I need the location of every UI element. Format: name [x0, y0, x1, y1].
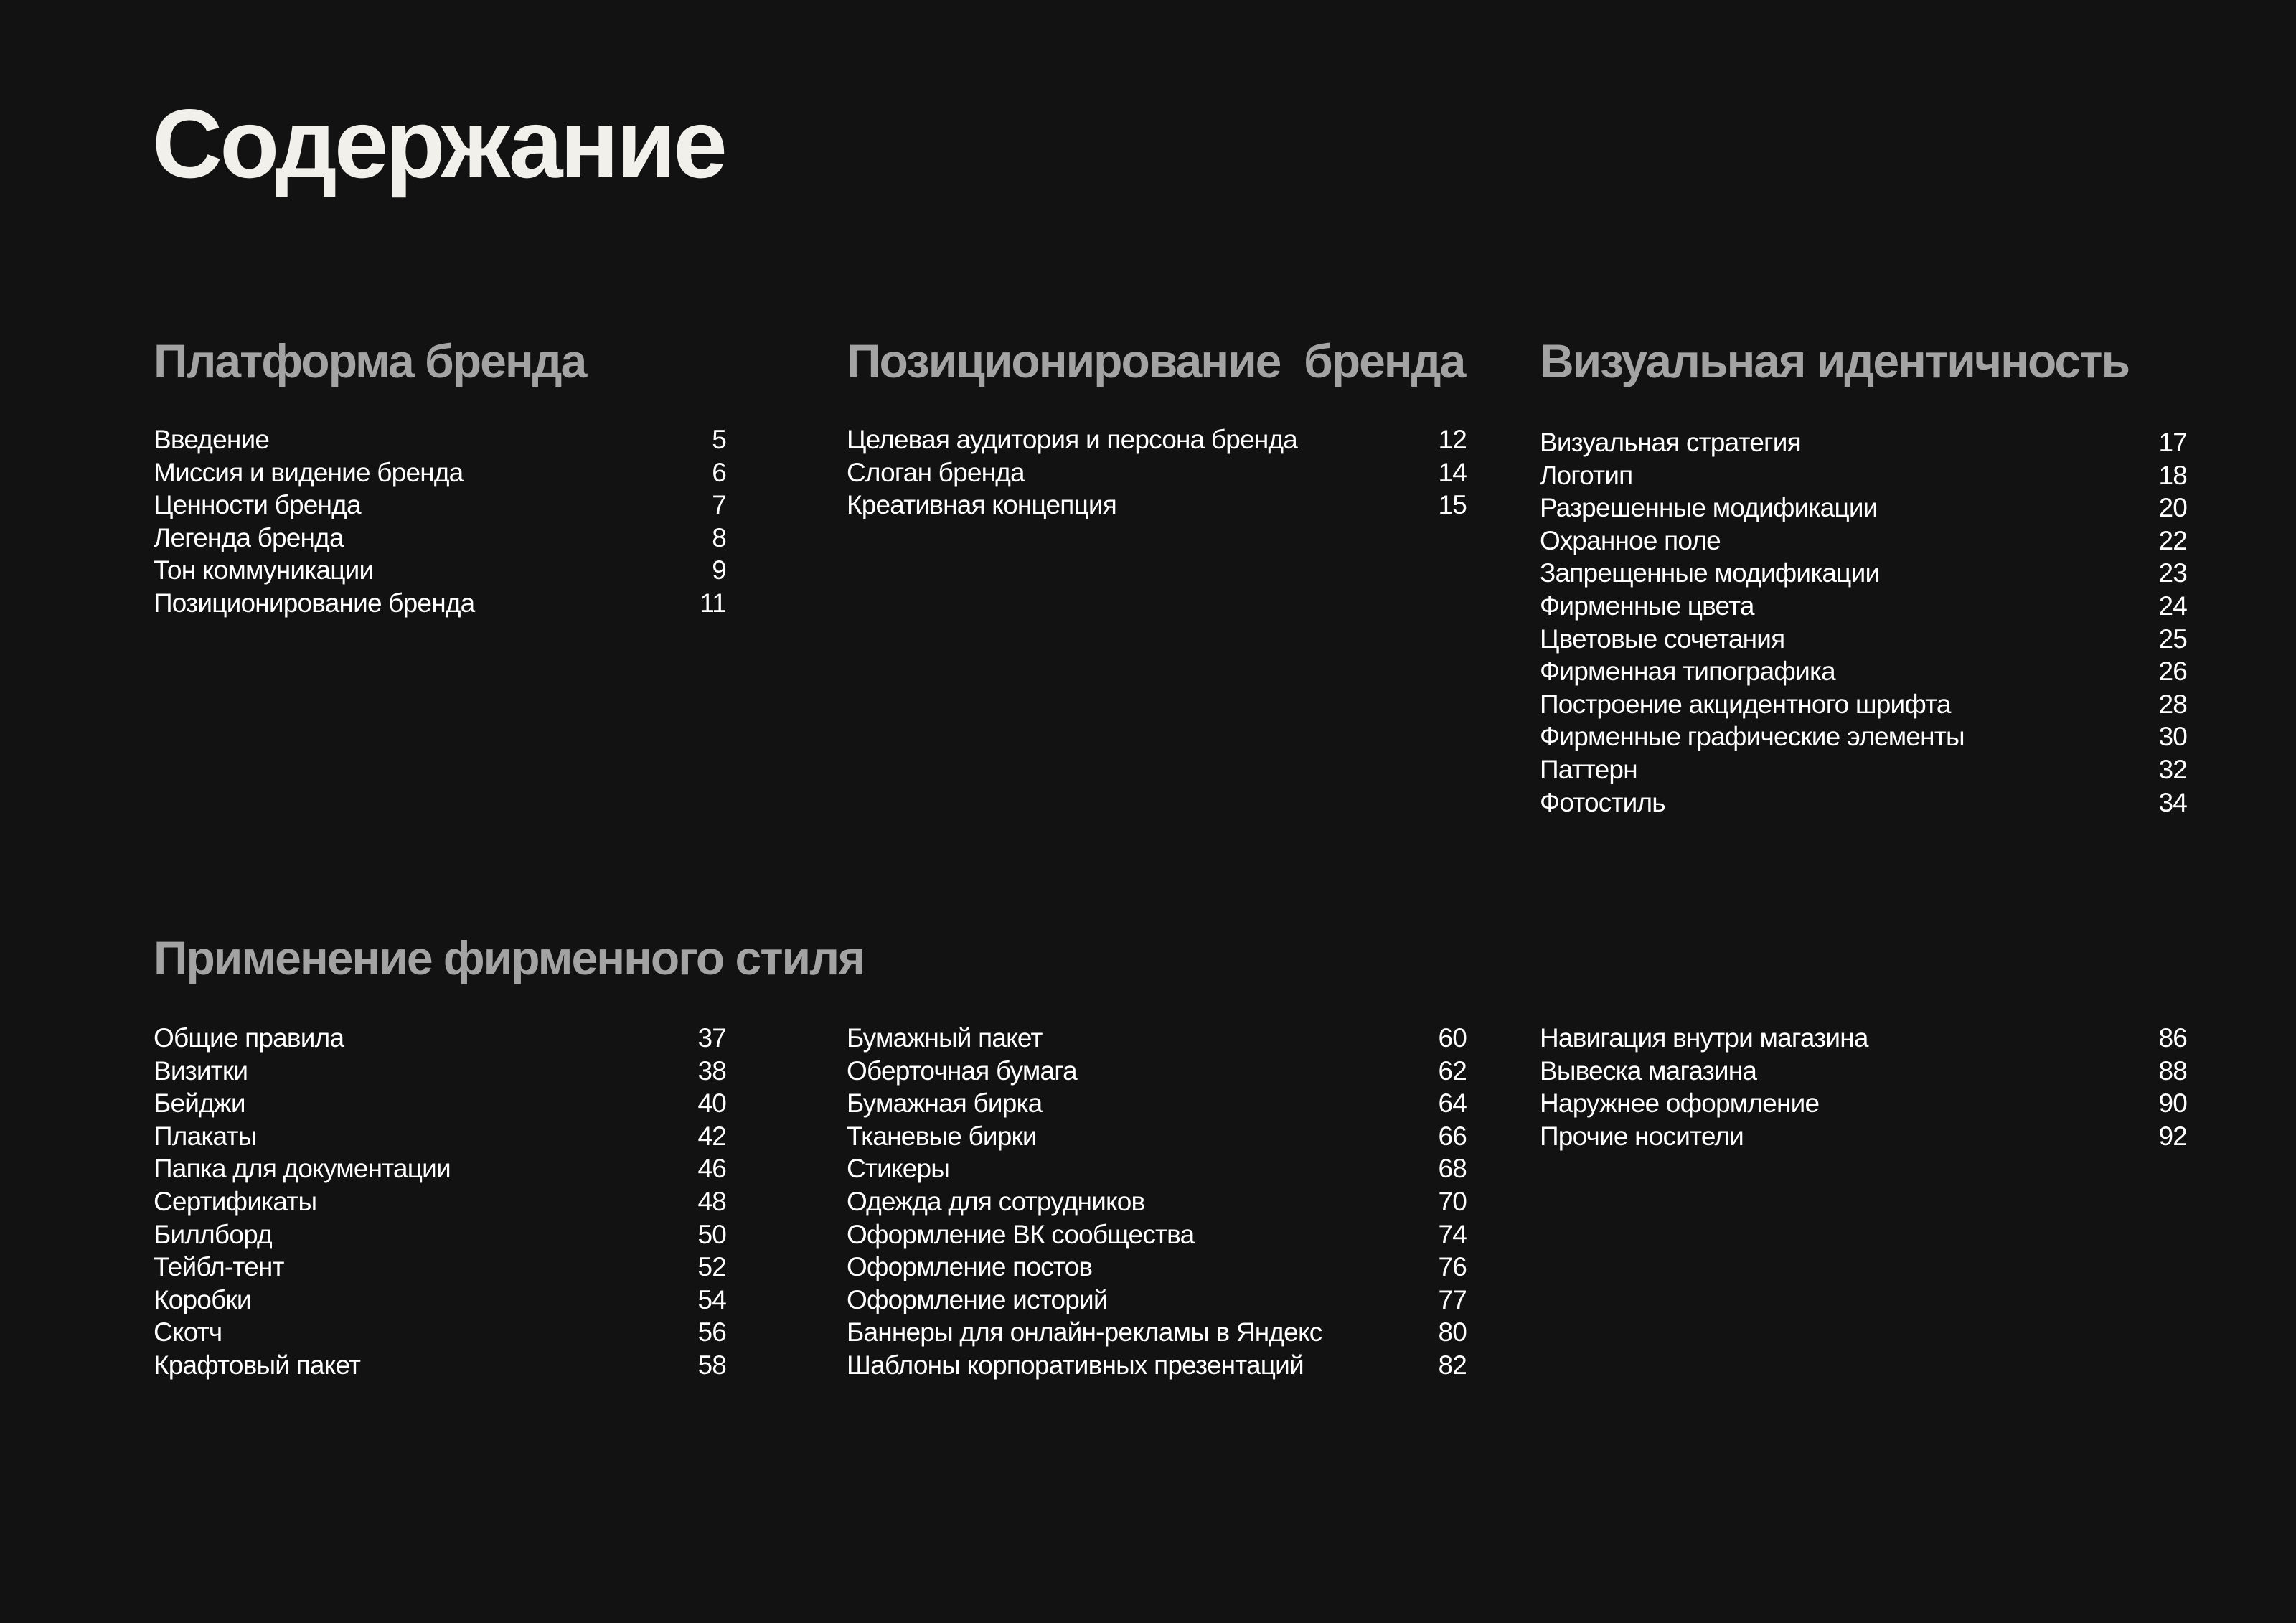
toc-entry-page-number: 7 [712, 490, 726, 520]
toc-entry-title: Бумажная бирка [847, 1088, 1043, 1119]
toc-entry[interactable] [154, 1022, 726, 1055]
toc-entry-title: Общие правила [154, 1023, 344, 1053]
toc-entry[interactable] [1540, 426, 2187, 459]
toc-entry-title: Введение [154, 425, 270, 454]
toc-entry-title: Оберточная бумага [847, 1055, 1077, 1086]
toc-entry-page-number: 60 [1438, 1023, 1467, 1053]
toc-entry-title: Визуальная стратегия [1540, 428, 1801, 457]
toc-entry-title: Фотостиль [1540, 787, 1665, 817]
toc-entry-page-number: 82 [1438, 1350, 1467, 1380]
toc-entry-title: Прочие носители [1540, 1121, 1744, 1151]
toc-entry-page-number: 86 [2158, 1023, 2187, 1053]
toc-entry[interactable] [154, 1120, 726, 1153]
toc-list-positioning [847, 423, 1467, 522]
toc-entry[interactable] [847, 1087, 1467, 1120]
toc-entry-title: Папка для документации [154, 1154, 451, 1184]
toc-entry-page-number: 56 [697, 1317, 726, 1347]
toc-entry[interactable] [1540, 1055, 2187, 1088]
toc-entry-title: Разрешенные модификации [1540, 493, 1878, 523]
toc-entry[interactable] [847, 1349, 1467, 1382]
toc-entry-page-number: 30 [2158, 722, 2187, 752]
toc-entry[interactable] [154, 522, 726, 555]
toc-entry[interactable] [847, 1022, 1467, 1055]
toc-entry[interactable] [1540, 1087, 2187, 1120]
toc-entry-title: Бумажный пакет [847, 1023, 1043, 1053]
toc-entry-title: Креативная концепция [847, 490, 1116, 520]
toc-entry-title: Фирменные графические элементы [1540, 722, 1965, 752]
toc-entry-page-number: 54 [697, 1284, 726, 1314]
toc-entry[interactable] [847, 1218, 1467, 1251]
toc-entry[interactable] [847, 456, 1467, 489]
toc-entry-page-number: 62 [1438, 1055, 1467, 1086]
toc-entry-page-number: 34 [2158, 787, 2187, 817]
toc-entry[interactable] [154, 489, 726, 522]
toc-entry[interactable] [1540, 786, 2187, 819]
toc-entry[interactable] [154, 554, 726, 587]
toc-entry-page-number: 14 [1438, 457, 1467, 487]
toc-entry[interactable] [847, 489, 1467, 522]
toc-entry[interactable] [847, 1120, 1467, 1153]
toc-entry[interactable] [1540, 720, 2187, 753]
toc-entry-page-number: 12 [1438, 425, 1467, 454]
toc-entry[interactable] [1540, 590, 2187, 623]
toc-entry[interactable] [154, 423, 726, 456]
toc-entry-page-number: 17 [2158, 428, 2187, 457]
toc-entry[interactable] [154, 1349, 726, 1382]
toc-entry[interactable] [847, 1055, 1467, 1088]
toc-entry[interactable] [847, 1185, 1467, 1218]
toc-entry-page-number: 90 [2158, 1088, 2187, 1119]
toc-entry[interactable] [154, 1316, 726, 1349]
toc-entry-page-number: 40 [697, 1088, 726, 1119]
toc-entry-title: Биллборд [154, 1219, 272, 1249]
toc-entry[interactable] [154, 1055, 726, 1088]
toc-entry-title: Наружнее оформление [1540, 1088, 1820, 1119]
toc-entry-page-number: 66 [1438, 1121, 1467, 1151]
toc-entry-title: Визитки [154, 1055, 248, 1086]
toc-entry-page-number: 32 [2158, 754, 2187, 784]
toc-entry-title: Тон коммуникации [154, 555, 374, 585]
toc-list-visual [1540, 426, 2187, 819]
toc-entry-title: Целевая аудитория и персона бренда [847, 425, 1298, 454]
toc-list-platform [154, 423, 726, 620]
toc-entry-title: Позиционирование бренда [154, 588, 475, 618]
toc-entry-page-number: 70 [1438, 1186, 1467, 1216]
toc-entry-page-number: 9 [712, 555, 726, 585]
toc-entry[interactable] [154, 1152, 726, 1185]
toc-entry-page-number: 92 [2158, 1121, 2187, 1151]
toc-entry[interactable] [1540, 655, 2187, 688]
toc-entry-page-number: 88 [2158, 1055, 2187, 1086]
toc-entry[interactable] [847, 1316, 1467, 1349]
toc-entry-title: Легенда бренда [154, 522, 344, 552]
toc-entry-page-number: 64 [1438, 1088, 1467, 1119]
toc-entry-page-number: 74 [1438, 1219, 1467, 1249]
toc-entry-page-number: 38 [697, 1055, 726, 1086]
toc-list-application-col-2 [847, 1022, 1467, 1382]
toc-entry[interactable] [1540, 688, 2187, 721]
toc-entry-title: Фирменная типографика [1540, 657, 1835, 687]
toc-entry-page-number: 18 [2158, 460, 2187, 490]
toc-entry-page-number: 46 [697, 1154, 726, 1184]
toc-entry-title: Фирменные цвета [1540, 591, 1754, 621]
toc-entry-title: Построение акцидентного шрифта [1540, 689, 1951, 719]
toc-entry[interactable] [1540, 1120, 2187, 1153]
toc-entry-title: Сертификаты [154, 1186, 317, 1216]
toc-entry[interactable] [1540, 557, 2187, 590]
toc-entry-title: Скотч [154, 1317, 222, 1347]
toc-entry[interactable] [1540, 623, 2187, 656]
toc-entry-page-number: 77 [1438, 1284, 1467, 1314]
toc-entry-page-number: 42 [697, 1121, 726, 1151]
toc-list-application-col-1 [154, 1022, 726, 1382]
toc-entry[interactable] [154, 1284, 726, 1317]
toc-entry[interactable] [154, 587, 726, 620]
toc-entry-page-number: 26 [2158, 657, 2187, 687]
section-heading-application: Применение фирменного стиля [154, 931, 865, 984]
toc-entry-title: Запрещенные модификации [1540, 558, 1880, 588]
toc-entry-title: Плакаты [154, 1121, 257, 1151]
toc-entry-title: Цветовые сочетания [1540, 624, 1785, 654]
toc-entry-title: Коробки [154, 1284, 251, 1314]
toc-entry-page-number: 20 [2158, 493, 2187, 523]
toc-entry-page-number: 6 [712, 457, 726, 487]
toc-list-application-col-3 [1540, 1022, 2187, 1152]
toc-entry[interactable] [1540, 459, 2187, 492]
toc-entry[interactable] [1540, 491, 2187, 524]
toc-entry-page-number: 48 [697, 1186, 726, 1216]
toc-entry-page-number: 23 [2158, 558, 2187, 588]
toc-entry[interactable] [847, 1284, 1467, 1317]
toc-entry[interactable] [154, 1087, 726, 1120]
toc-entry-title: Логотип [1540, 460, 1633, 490]
toc-entry-title: Одежда для сотрудников [847, 1186, 1145, 1216]
toc-entry-title: Вывеска магазина [1540, 1055, 1757, 1086]
toc-entry-title: Слоган бренда [847, 457, 1025, 487]
toc-entry-page-number: 52 [697, 1252, 726, 1282]
toc-entry-page-number: 5 [712, 425, 726, 454]
toc-entry[interactable] [154, 1185, 726, 1218]
toc-entry[interactable] [847, 1152, 1467, 1185]
toc-entry-title: Навигация внутри магазина [1540, 1023, 1868, 1053]
toc-entry[interactable] [847, 423, 1467, 456]
toc-entry-title: Тейбл-тент [154, 1252, 284, 1282]
toc-entry-page-number: 8 [712, 522, 726, 552]
toc-entry-title: Тканевые бирки [847, 1121, 1037, 1151]
toc-entry-title: Стикеры [847, 1154, 950, 1184]
section-heading-positioning: Позиционирование бренда [847, 334, 1465, 387]
toc-entry-page-number: 68 [1438, 1154, 1467, 1184]
toc-entry[interactable] [1540, 1022, 2187, 1055]
toc-entry-title: Миссия и видение бренда [154, 457, 464, 487]
toc-entry[interactable] [154, 1251, 726, 1284]
toc-entry-title: Оформление ВК сообщества [847, 1219, 1195, 1249]
toc-entry-title: Бейджи [154, 1088, 245, 1119]
toc-entry-page-number: 28 [2158, 689, 2187, 719]
toc-entry-page-number: 50 [697, 1219, 726, 1249]
toc-entry-title: Крафтовый пакет [154, 1350, 361, 1380]
toc-entry-title: Шаблоны корпоративных презентаций [847, 1350, 1304, 1380]
section-heading-platform: Платформа бренда [154, 334, 586, 387]
toc-entry-title: Оформление постов [847, 1252, 1093, 1282]
toc-entry-title: Ценности бренда [154, 490, 361, 520]
toc-entry-page-number: 58 [697, 1350, 726, 1380]
toc-entry-page-number: 22 [2158, 525, 2187, 555]
toc-entry[interactable] [1540, 753, 2187, 786]
toc-entry-title: Охранное поле [1540, 525, 1721, 555]
toc-entry-page-number: 25 [2158, 624, 2187, 654]
toc-entry-page-number: 11 [700, 588, 726, 618]
toc-entry-title: Оформление историй [847, 1284, 1108, 1314]
section-heading-visual: Визуальная идентичность [1540, 334, 2130, 387]
toc-entry[interactable] [1540, 524, 2187, 558]
toc-entry-title: Паттерн [1540, 754, 1637, 784]
toc-entry-page-number: 37 [697, 1023, 726, 1053]
toc-entry-page-number: 15 [1438, 490, 1467, 520]
toc-entry[interactable] [847, 1251, 1467, 1284]
toc-entry[interactable] [154, 456, 726, 489]
toc-entry[interactable] [154, 1218, 726, 1251]
page-title: Содержание [152, 89, 725, 198]
toc-entry-page-number: 80 [1438, 1317, 1467, 1347]
toc-entry-page-number: 76 [1438, 1252, 1467, 1282]
toc-entry-title: Баннеры для онлайн-рекламы в Яндекс [847, 1317, 1322, 1347]
toc-entry-page-number: 24 [2158, 591, 2187, 621]
